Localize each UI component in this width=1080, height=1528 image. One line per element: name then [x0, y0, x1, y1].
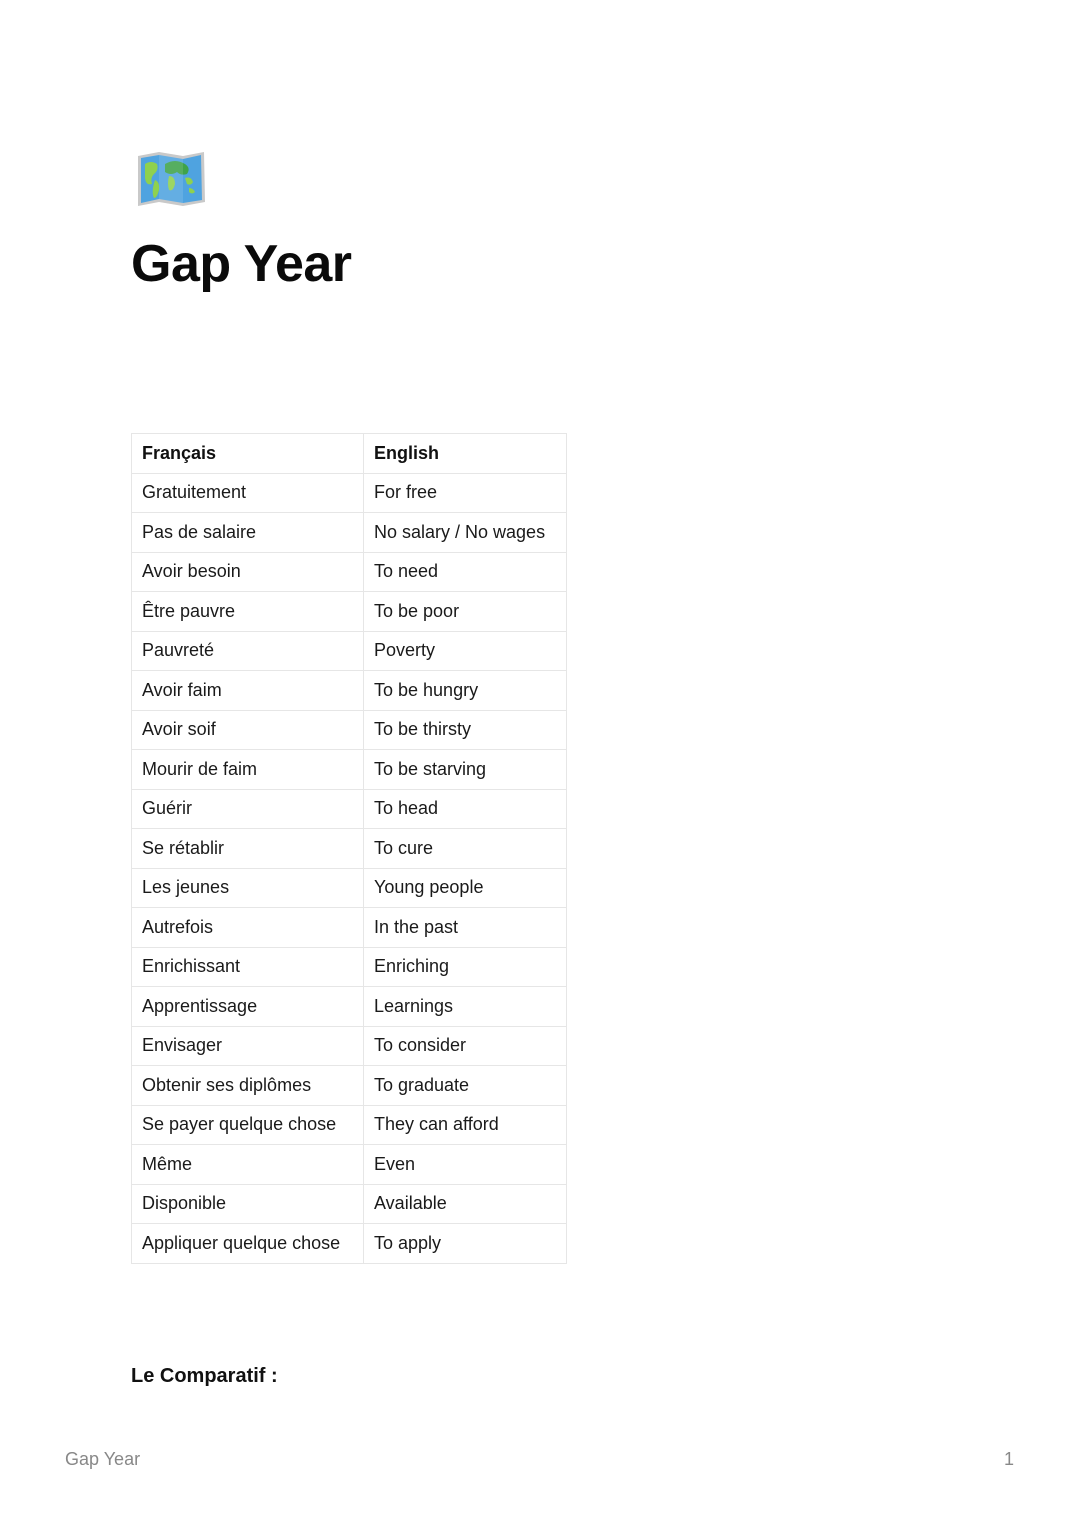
french-cell: Mourir de faim [132, 750, 364, 790]
table-row [132, 710, 567, 750]
french-cell: Avoir besoin [132, 552, 364, 592]
english-cell: To head [364, 789, 567, 829]
french-cell: Avoir faim [132, 671, 364, 711]
table-row [132, 631, 567, 671]
english-cell: To be thirsty [364, 710, 567, 750]
english-cell: To cure [364, 829, 567, 869]
world-map-icon [135, 150, 207, 208]
english-cell: Enriching [364, 947, 567, 987]
english-cell: Learnings [364, 987, 567, 1027]
french-cell: Guérir [132, 789, 364, 829]
header-french: Français [132, 434, 364, 474]
page-number: 1 [1003, 1449, 1014, 1469]
english-cell: Even [364, 1145, 567, 1185]
english-cell: Poverty [364, 631, 567, 671]
english-cell: To graduate [364, 1066, 567, 1106]
table-row [132, 947, 567, 987]
table-row [132, 513, 567, 553]
french-cell: Même [132, 1145, 364, 1185]
french-cell: Autrefois [132, 908, 364, 948]
english-cell: Available [364, 1184, 567, 1224]
english-cell: To be hungry [364, 671, 567, 711]
french-cell: Disponible [132, 1184, 364, 1224]
english-cell: To be poor [364, 592, 567, 632]
table-row [132, 908, 567, 948]
english-cell: They can afford [364, 1105, 567, 1145]
english-cell: To be starving [364, 750, 567, 790]
table-row [132, 592, 567, 632]
header-english: English [364, 434, 567, 474]
table-row [132, 1224, 567, 1264]
french-cell: Avoir soif [132, 710, 364, 750]
english-cell: To need [364, 552, 567, 592]
french-cell: Obtenir ses diplômes [132, 1066, 364, 1106]
french-cell: Être pauvre [132, 592, 364, 632]
english-cell: In the past [364, 908, 567, 948]
french-cell: Appliquer quelque chose [132, 1224, 364, 1264]
footer-title: Gap Year [65, 1449, 141, 1469]
french-cell: Apprentissage [132, 987, 364, 1027]
table-row [132, 829, 567, 869]
table-row [132, 987, 567, 1027]
french-cell: Pas de salaire [132, 513, 364, 553]
english-cell: To apply [364, 1224, 567, 1264]
table-header-row [132, 434, 567, 474]
table-row [132, 868, 567, 908]
french-cell: Enrichissant [132, 947, 364, 987]
french-cell: Pauvreté [132, 631, 364, 671]
vocabulary-table [131, 433, 567, 1264]
english-cell: Young people [364, 868, 567, 908]
table-row [132, 671, 567, 711]
table-row [132, 789, 567, 829]
table-row [132, 1066, 567, 1106]
english-cell: For free [364, 473, 567, 513]
french-cell: Gratuitement [132, 473, 364, 513]
table-row [132, 473, 567, 513]
page-title: Gap Year [131, 235, 352, 293]
table-row [132, 552, 567, 592]
english-cell: No salary / No wages [364, 513, 567, 553]
table-row [132, 1026, 567, 1066]
section-heading: Le Comparatif : [131, 1365, 278, 1387]
table-row [132, 750, 567, 790]
french-cell: Envisager [132, 1026, 364, 1066]
table-row [132, 1105, 567, 1145]
table-row [132, 1184, 567, 1224]
french-cell: Se rétablir [132, 829, 364, 869]
french-cell: Se payer quelque chose [132, 1105, 364, 1145]
table-row [132, 1145, 567, 1185]
english-cell: To consider [364, 1026, 567, 1066]
french-cell: Les jeunes [132, 868, 364, 908]
